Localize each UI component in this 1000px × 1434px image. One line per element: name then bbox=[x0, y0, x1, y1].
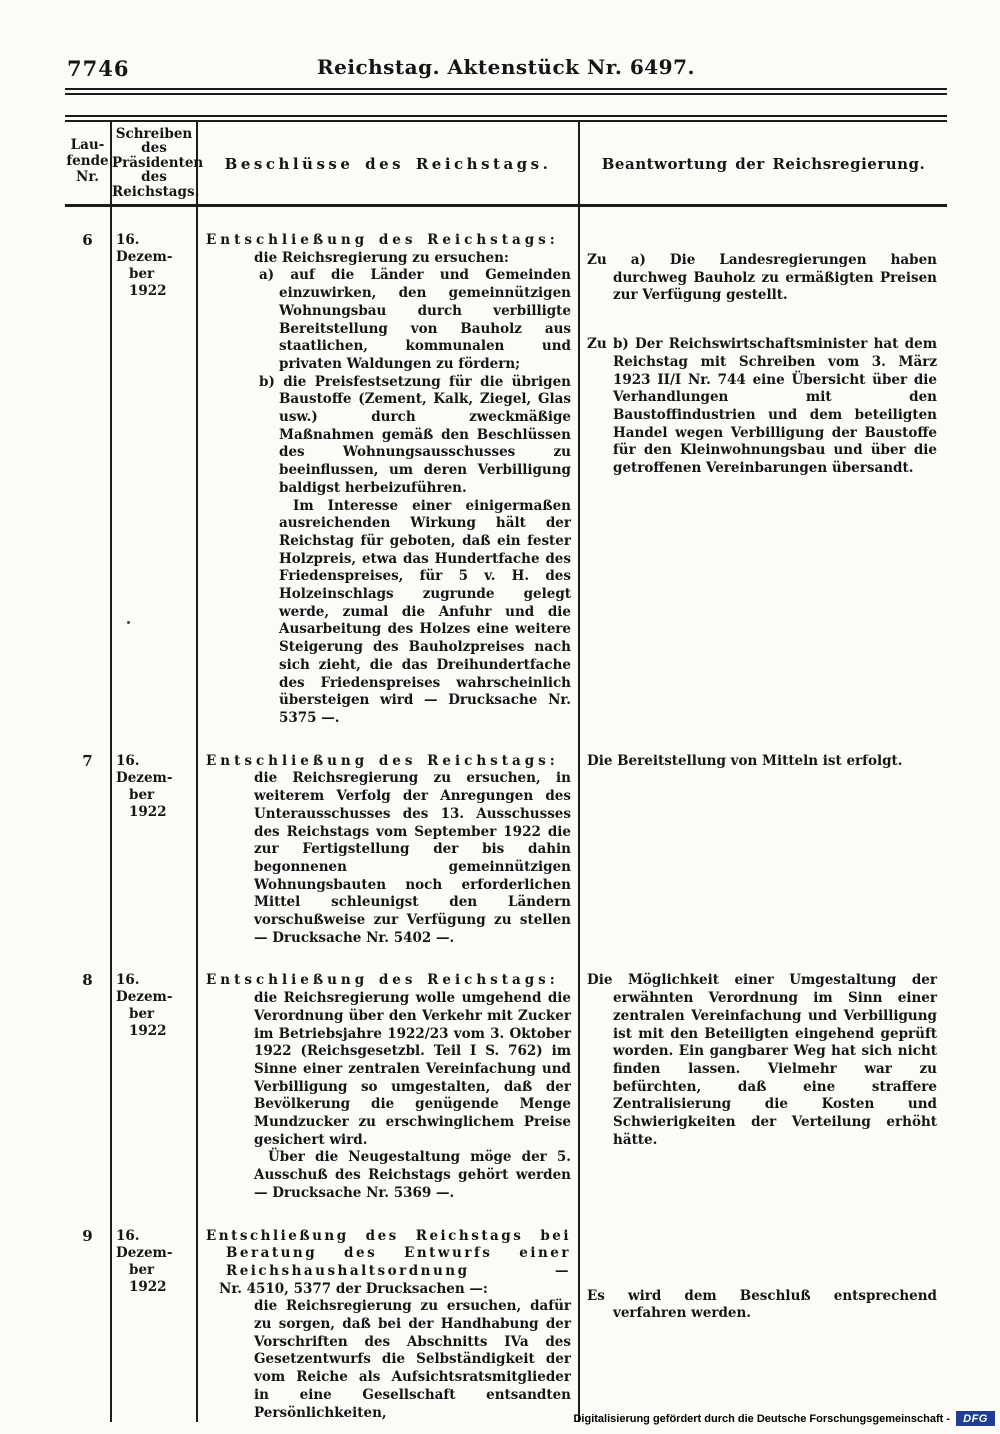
row-number: 8 bbox=[82, 971, 93, 990]
decision-paragraph: die Reichsregierung zu ersuchen: bbox=[254, 249, 509, 266]
table-row bbox=[65, 207, 947, 728]
decision-cell bbox=[198, 207, 578, 728]
decision-heading-line: Entschließung des Reichstags bei bbox=[206, 1227, 571, 1244]
decision-heading-line: Reichshaushaltsordnung — bbox=[226, 1262, 571, 1279]
answer-paragraph: Zu a) Die Landesregierungen haben durchweg Bauholz zu ermäßigten Preisen zur Verfügung gestellt. bbox=[587, 252, 937, 304]
table-row bbox=[65, 728, 947, 948]
page-number: 7746 bbox=[67, 56, 130, 81]
list-item-marker: a) bbox=[259, 267, 291, 284]
page-title: Reichstag. Aktenstück Nr. 6497. bbox=[317, 55, 695, 79]
row-date-line: 16. Dezem- bbox=[116, 752, 173, 786]
digitization-credit: Digitalisierung gefördert durch die Deutsche Forschungsgemeinschaft - bbox=[573, 1412, 950, 1425]
column-header-schreiben: Schreiben des Präsidenten des Reichstags. bbox=[110, 122, 198, 204]
ink-speck bbox=[127, 621, 130, 624]
answer-label: Zu a) bbox=[587, 252, 670, 268]
row-date bbox=[110, 728, 198, 948]
row-number: 9 bbox=[82, 1226, 93, 1245]
answer-paragraph: Die Bereitstellung von Mitteln ist erfolgt. bbox=[587, 752, 903, 769]
row-number: 6 bbox=[82, 231, 93, 249]
decision-heading-line: Beratung des Entwurfs einer bbox=[226, 1245, 571, 1262]
decision-heading-line: Entschließung des Reichstags: bbox=[206, 752, 559, 769]
list-item-marker: b) bbox=[259, 373, 284, 390]
masthead bbox=[0, 0, 1000, 88]
decision-paragraph: die Reichsregierung wolle umgehend die Verordnung über den Verkehr mit Zucker im Betriebsjahre 1922/23 vom 3. Oktober 1922 (Reichsgesetzbl. Teil I S. 762) im Sinne einer zentralen Vereinfachung und Verbilligung so umgestalten, daß der Bevölkerung die genügende Menge Mundzucker zu erschwinglichem Preise gesichert wird. bbox=[254, 990, 571, 1148]
row-number: 7 bbox=[82, 751, 93, 770]
row-date bbox=[110, 1203, 198, 1423]
row-date bbox=[110, 947, 198, 1202]
decision-cell bbox=[198, 728, 578, 948]
row-date-line: ber 1922 bbox=[129, 266, 167, 299]
masthead-divider bbox=[65, 88, 947, 95]
answer-cell bbox=[578, 1203, 947, 1423]
answer-cell bbox=[578, 728, 947, 948]
row-date-line: 16. Dezem- bbox=[116, 972, 173, 1006]
answer-paragraph: Es wird dem Beschluß entsprechend verfahren werden. bbox=[587, 1287, 937, 1322]
table-row bbox=[65, 1203, 947, 1423]
decision-cell bbox=[198, 947, 578, 1202]
row-date-line: ber 1922 bbox=[129, 1006, 167, 1040]
table-header-row bbox=[65, 122, 947, 204]
row-date-line: ber 1922 bbox=[129, 1261, 167, 1295]
decision-paragraph: die Reichsregierung zu ersuchen, dafür zu sorgen, daß bei der Handhabung der Vorschriften des Abschnitts IVa des Gesetzentwurfs die Selbständigkeit der vom Reiche als Aufsichtsratsmitglieder in eine Gesellschaft entsandten Persönlichkeiten, bbox=[254, 1298, 571, 1421]
digitization-footer bbox=[573, 1411, 995, 1426]
table-body bbox=[0, 207, 1000, 1422]
decision-heading-line: Entschließung des Reichstags: bbox=[206, 972, 559, 989]
row-date bbox=[110, 207, 198, 728]
decision-paragraph: a) auf die Länder und Gemeinden einzuwirken, den gemeinnützigen Wohnungsbau durch verbilligte Bereitstellung von Bauholz aus staatlichen, kommunalen und privaten Waldungen zu fördern; bbox=[259, 267, 572, 372]
decision-heading-line: Entschließung des Reichstags: bbox=[206, 232, 559, 248]
row-date-line: 16. Dezem- bbox=[116, 1227, 173, 1261]
row-date-line: ber 1922 bbox=[129, 786, 167, 820]
answer-cell bbox=[578, 947, 947, 1202]
answer-label: Zu b) bbox=[587, 336, 636, 353]
table-row bbox=[65, 947, 947, 1202]
table-top-border bbox=[65, 115, 947, 122]
answer-paragraph: Die Möglichkeit einer Umgestaltung der erwähnten Verordnung im Sinn einer zentralen Vereinfachung und Verbilligung ist mit den Beteiligten eingehend geprüft worden. Ein gangbarer Weg hat sich nicht finden lassen. Vielmehr war zu befürchten, daß eine straffere Zentralisierung die Kosten und Schwierigkeiten der Verteilung erhöht hätte. bbox=[587, 972, 937, 1148]
decision-cell bbox=[198, 1203, 578, 1423]
column-header-beschluesse: Beschlüsse des Reichstags. bbox=[224, 155, 552, 173]
column-header-laufende-nr: Lau- fende Nr. bbox=[66, 137, 109, 185]
resolutions-table bbox=[0, 115, 1000, 1422]
dfg-logo: DFG bbox=[956, 1411, 995, 1426]
decision-paragraph: Über die Neugestaltung möge der 5. Ausschuß des Reichstags gehört werden — Drucksache Nr. 5369 —. bbox=[254, 1149, 571, 1201]
answer-cell bbox=[578, 207, 947, 728]
decision-heading-ref: Nr. 4510, 5377 der Drucksachen —: bbox=[219, 1280, 488, 1297]
answer-paragraph: Zu b) Der Reichswirtschaftsminister hat dem Reichstag mit Schreiben vom 3. März 1923 II/I Nr. 744 eine Übersicht über die Verhandlungen mit den Baustoffindustrien und dem beteiligten Handel wegen Verbilligung der Baustoffe für den Kleinwohnungsbau und über die getroffenen Vereinbarungen übersandt. bbox=[587, 336, 937, 477]
decision-paragraph: b) die Preisfestsetzung für die übrigen Baustoffe (Zement, Kalk, Ziegel, Glas usw.) durch zweckmäßige Maßnahmen gemäß den Beschlüssen des Wohnungsausschusses zu beeinflussen, um deren Verbilligung baldigst herbeizuführen. bbox=[259, 373, 571, 496]
decision-paragraph: die Reichsregierung zu ersuchen, in weiterem Verfolg der Anregungen des Unterausschusses des 13. Ausschusses des Reichstags vom September 1922 die zur Fertigstellung der bis dahin begonnenen gemeinnützigen Wohnungsbauten noch erforderlichen Mittel schleunigst den Ländern vorschußweise zur Verfügung zu stellen — Drucksache Nr. 5402 —. bbox=[254, 770, 571, 946]
row-date-line: 16. Dezem- bbox=[116, 232, 173, 265]
decision-paragraph: Im Interesse einer einigermaßen ausreichenden Wirkung hält der Reichstag für geboten, daß ein fester Holzpreis, etwa das Hundertfache des Friedenspreises, für 5 v. H. des Holzeinschlags zugrunde gelegt werde, zumal die Anfuhr und die Ausarbeitung des Holzes eine weitere Steigerung des Bauholzpreises nach sich zieht, die das Dreihundertfache des Friedenspreises wahrscheinlich übersteigen wird — Drucksache Nr. 5375 —. bbox=[279, 497, 571, 726]
column-header-beantwortung: Beantwortung der Reichsregierung. bbox=[578, 122, 947, 204]
